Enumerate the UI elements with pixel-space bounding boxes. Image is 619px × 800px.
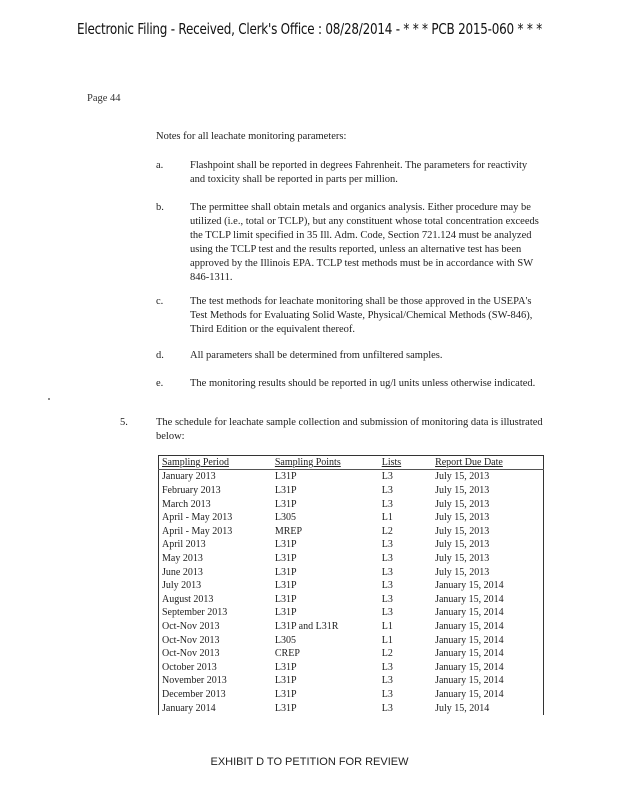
lists-cell: L3 xyxy=(381,484,393,496)
page-number: Page 44 xyxy=(87,93,121,104)
table-row xyxy=(159,565,544,579)
table-row xyxy=(159,470,544,484)
sampling-points-cell: L31P xyxy=(274,539,297,551)
table-row xyxy=(159,552,544,566)
sampling-points-cell: L31P xyxy=(274,566,297,578)
report-due-date-cell: July 15, 2013 xyxy=(435,566,490,578)
table-row xyxy=(159,661,544,675)
sampling-points-cell: CREP xyxy=(274,648,300,660)
sampling-points-cell: L31P and L31R xyxy=(274,621,339,632)
sampling-period-cell: January 2013 xyxy=(162,471,216,483)
note-letter: b. xyxy=(156,202,164,213)
note-text: All parameters shall be determined from unfiltered samples. xyxy=(190,350,443,361)
lists-cell: L1 xyxy=(381,634,393,646)
column-header: Sampling Points xyxy=(272,456,379,470)
sampling-points-cell: L31P xyxy=(274,702,297,714)
lists-cell: L3 xyxy=(381,675,393,687)
report-due-date-cell: July 15, 2013 xyxy=(435,498,490,510)
sampling-schedule-table xyxy=(158,455,544,715)
table-row xyxy=(159,592,544,606)
sampling-points-cell: L305 xyxy=(274,512,296,524)
sampling-points-cell: L31P xyxy=(274,661,297,673)
report-due-date-cell: July 15, 2014 xyxy=(435,702,490,714)
column-header: Report Due Date xyxy=(432,456,543,470)
report-due-date-cell: July 15, 2013 xyxy=(435,471,490,483)
report-due-date-cell: January 15, 2014 xyxy=(435,689,504,701)
table-row xyxy=(159,538,544,552)
lists-cell: L3 xyxy=(381,593,393,605)
item-text: The schedule for leachate sample collection and submission of monitoring data is illustrated below: xyxy=(156,417,543,442)
sampling-period-cell: October 2013 xyxy=(162,661,217,673)
table-row xyxy=(159,701,544,715)
note-letter: a. xyxy=(156,160,164,171)
sampling-points-cell: L305 xyxy=(274,634,296,646)
sampling-points-cell: L31P xyxy=(274,471,297,483)
report-due-date-cell: July 15, 2013 xyxy=(435,484,490,496)
column-header: Lists xyxy=(379,456,432,470)
filing-stamp-header: Electronic Filing - Received, Clerk's Office : 08/28/2014 - * * * PCB 2015-060 * * * xyxy=(77,20,542,38)
report-due-date-cell: July 15, 2013 xyxy=(435,552,490,564)
note-text: The monitoring results should be reported in ug/l units unless otherwise indicated. xyxy=(190,378,536,389)
sampling-period-cell: March 2013 xyxy=(162,498,211,510)
lists-cell: L3 xyxy=(381,661,393,673)
sampling-period-cell: June 2013 xyxy=(162,566,203,578)
sampling-points-cell: L31P xyxy=(274,689,297,701)
report-due-date-cell: July 15, 2013 xyxy=(435,525,490,537)
sampling-points-cell: L31P xyxy=(274,580,297,592)
sampling-period-cell: September 2013 xyxy=(162,607,228,619)
sampling-period-cell: July 2013 xyxy=(162,580,202,592)
sampling-points-cell: L31P xyxy=(274,593,297,605)
sampling-period-cell: April - May 2013 xyxy=(162,512,233,524)
note-letter: e. xyxy=(156,378,164,389)
lists-cell: L3 xyxy=(381,471,393,483)
lists-cell: L1 xyxy=(381,512,393,524)
report-due-date-cell: January 15, 2014 xyxy=(435,580,504,592)
sampling-period-cell: Oct-Nov 2013 xyxy=(162,648,220,660)
table-row xyxy=(159,674,544,688)
report-due-date-cell: July 15, 2013 xyxy=(435,539,490,551)
exhibit-footer: EXHIBIT D TO PETITION FOR REVIEW xyxy=(210,756,409,768)
sampling-points-cell: L31P xyxy=(274,552,297,564)
sampling-period-cell: December 2013 xyxy=(162,689,226,701)
sampling-period-cell: November 2013 xyxy=(162,675,227,687)
table-row xyxy=(159,484,544,498)
lists-cell: L3 xyxy=(381,498,393,510)
lists-cell: L3 xyxy=(381,552,393,564)
lists-cell: L3 xyxy=(381,689,393,701)
sampling-points-cell: MREP xyxy=(274,525,303,537)
sampling-period-cell: April - May 2013 xyxy=(162,525,233,537)
sampling-period-cell: August 2013 xyxy=(162,593,214,605)
report-due-date-cell: January 15, 2014 xyxy=(435,661,504,673)
sampling-points-cell: L31P xyxy=(274,498,297,510)
table-row xyxy=(159,497,544,511)
report-due-date-cell: January 15, 2014 xyxy=(435,675,504,687)
notes-intro: Notes for all leachate monitoring parameters: xyxy=(156,131,347,142)
sampling-period-cell: Oct-Nov 2013 xyxy=(162,634,220,646)
scan-speck xyxy=(48,398,50,400)
lists-cell: L1 xyxy=(381,621,393,632)
table-row xyxy=(159,524,544,538)
report-due-date-cell: January 15, 2014 xyxy=(435,648,504,660)
lists-cell: L3 xyxy=(381,566,393,578)
report-due-date-cell: January 15, 2014 xyxy=(435,621,504,632)
report-due-date-cell: January 15, 2014 xyxy=(435,634,504,646)
sampling-points-cell: L31P xyxy=(274,484,297,496)
lists-cell: L2 xyxy=(381,648,393,660)
lists-cell: L3 xyxy=(381,702,393,714)
report-due-date-cell: January 15, 2014 xyxy=(435,593,504,605)
item-number: 5. xyxy=(120,417,128,428)
sampling-period-cell: Oct-Nov 2013 xyxy=(162,621,220,632)
note-letter: d. xyxy=(156,350,164,361)
sampling-period-cell: February 2013 xyxy=(162,484,221,496)
table-header-row xyxy=(159,456,544,470)
note-text: Flashpoint shall be reported in degrees Fahrenheit. The parameters for reactivity and toxicity shall be reported in parts per million. xyxy=(190,160,528,185)
table-row xyxy=(159,620,544,634)
lists-cell: L2 xyxy=(381,525,393,537)
sampling-points-cell: L31P xyxy=(274,675,297,687)
note-text: The permittee shall obtain metals and organics analysis. Either procedure may be utilized (i.e., total or TCLP), but any constituent whose total concentration exceeds the TCLP limit specified in 35 Ill. Adm. Code, Section 721.124 must be analyzed using the TCLP test and the results reported, unless an alternative test has been approved by the Illinois EPA. TCLP test methods must be in accordance with SW 846-1311. xyxy=(190,202,539,283)
report-due-date-cell: January 15, 2014 xyxy=(435,607,504,619)
sampling-points-cell: L31P xyxy=(274,607,297,619)
sampling-period-cell: May 2013 xyxy=(162,552,203,564)
note-letter: c. xyxy=(156,296,164,307)
table-row xyxy=(159,688,544,702)
table-row xyxy=(159,579,544,593)
note-text: The test methods for leachate monitoring shall be those approved in the USEPA's Test Methods for Evaluating Solid Waste, Physical/Chemical Methods (SW-846), Third Edition or the equivalent thereof. xyxy=(190,296,533,335)
sampling-period-cell: April 2013 xyxy=(162,539,206,551)
table-row xyxy=(159,511,544,525)
lists-cell: L3 xyxy=(381,607,393,619)
sampling-period-cell: January 2014 xyxy=(162,702,216,714)
table-row xyxy=(159,606,544,620)
lists-cell: L3 xyxy=(381,580,393,592)
report-due-date-cell: July 15, 2013 xyxy=(435,512,490,524)
table-row xyxy=(159,647,544,661)
column-header: Sampling Period xyxy=(159,456,272,470)
table-row xyxy=(159,633,544,647)
lists-cell: L3 xyxy=(381,539,393,551)
